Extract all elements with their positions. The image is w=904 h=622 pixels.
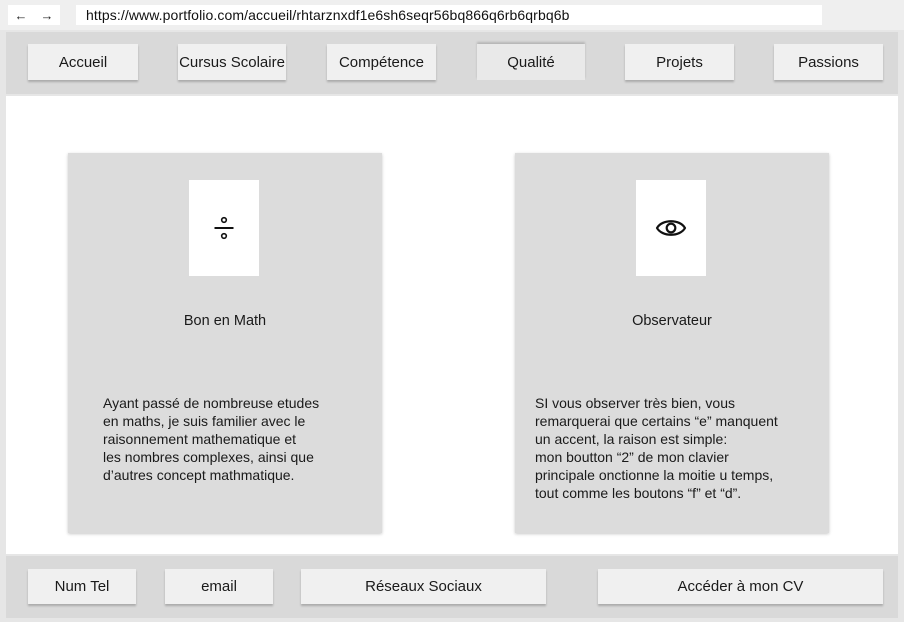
nav-cursus-button[interactable]: Cursus Scolaire bbox=[178, 44, 286, 80]
card-description: Ayant passé de nombreuse etudes en maths, je suis familier avec le raisonnement mathematique et les nombres complexes, ainsi que d’autres concept mathmatique. bbox=[103, 395, 320, 483]
quality-card-observer bbox=[515, 153, 829, 533]
nav-passions-button[interactable]: Passions bbox=[774, 44, 883, 80]
main-content bbox=[6, 96, 898, 554]
nav-qualite-button[interactable]: Qualité bbox=[477, 44, 585, 80]
email-button[interactable]: email bbox=[165, 569, 273, 604]
divide-icon bbox=[212, 214, 236, 242]
card-description: SI vous observer très bien, vous remarquerai que certains “e” manquent un accent, la raison est simple: mon boutton “2” de mon clavier principale onctionne la moitie u temps, tout comme les boutons “f” et “d”. bbox=[535, 395, 778, 501]
nav-projets-button[interactable]: Projets bbox=[625, 44, 734, 80]
card-icon-box bbox=[189, 180, 259, 276]
nav-competence-button[interactable]: Compétence bbox=[327, 44, 436, 80]
browser-bar bbox=[0, 0, 904, 30]
card-icon-box bbox=[636, 180, 706, 276]
quality-card-math bbox=[68, 153, 382, 533]
url-input[interactable] bbox=[76, 5, 822, 25]
forward-icon[interactable]: → bbox=[40, 7, 54, 23]
card-title: Observateur bbox=[632, 313, 712, 329]
eye-icon bbox=[655, 216, 687, 240]
back-icon[interactable]: ← bbox=[14, 7, 28, 23]
social-networks-button[interactable]: Réseaux Sociaux bbox=[301, 569, 546, 604]
cv-button[interactable]: Accéder à mon CV bbox=[598, 569, 883, 604]
footer-bar bbox=[6, 556, 898, 618]
phone-button[interactable]: Num Tel bbox=[28, 569, 136, 604]
history-buttons bbox=[8, 5, 60, 25]
top-navigation bbox=[6, 32, 898, 94]
nav-accueil-button[interactable]: Accueil bbox=[28, 44, 138, 80]
card-title: Bon en Math bbox=[183, 313, 267, 329]
